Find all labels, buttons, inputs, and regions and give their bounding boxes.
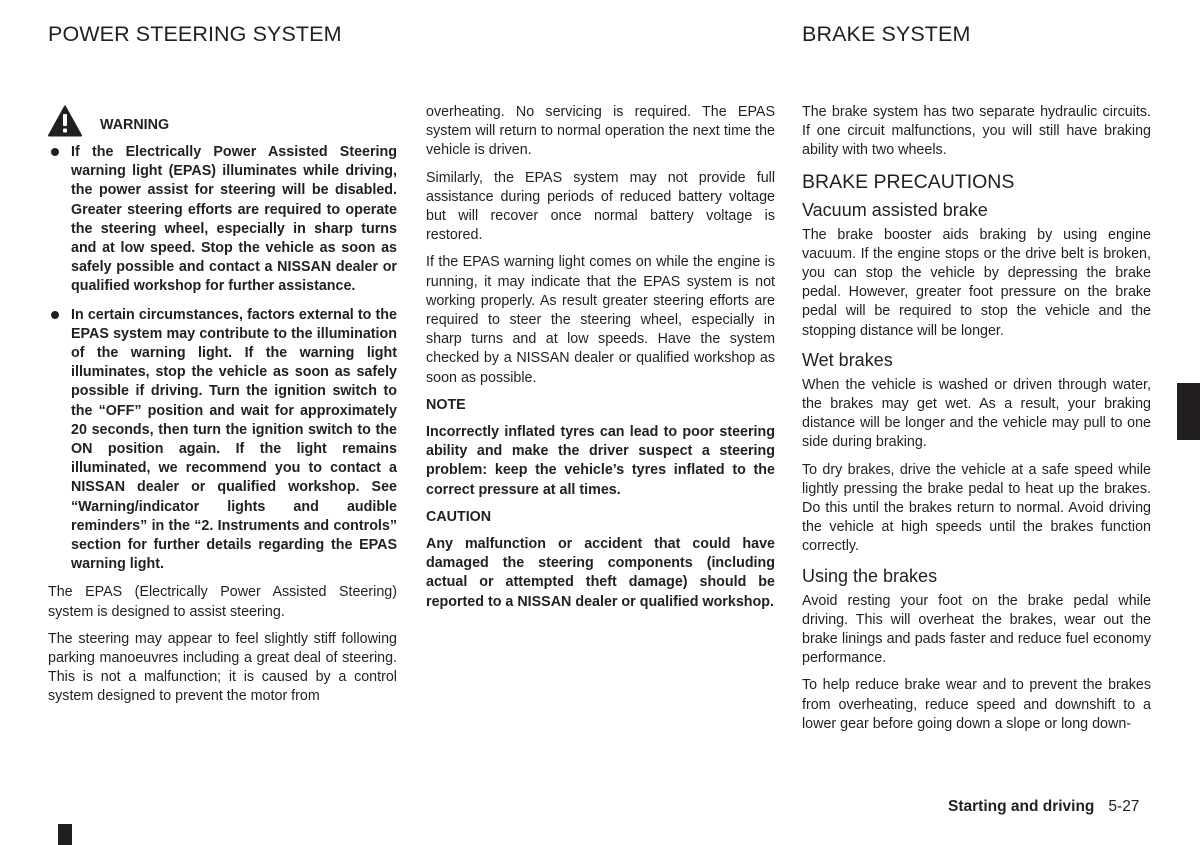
footer-section-title: Starting and driving: [948, 798, 1095, 815]
caution-label: CAUTION: [426, 508, 492, 525]
corner-crop-mark: [58, 824, 72, 845]
brake-precautions-heading: BRAKE PRECAUTIONS: [802, 170, 1015, 193]
warning-header: [48, 103, 397, 139]
chapter-thumb-tab: [1177, 383, 1200, 440]
brake-intro-paragraph: The brake system has two separate hydraulic circuits. If one circuit malfunctions, you will still have braking ability with two wheels.: [802, 104, 1151, 159]
column-middle: [426, 103, 775, 620]
note-text: Incorrectly inflated tyres can lead to poor steering ability and make the driver suspect a steering problem: keep the vehicle’s tyres inflated to the correct pressure at all times.: [426, 424, 775, 498]
warning-bullet: If the Electrically Power Assisted Steering warning light (EPAS) illuminates while driving, the power assist for steering will be disabled. Greater steering efforts are required to operate the steering wheel, especially in sharp turns and at low speed. Stop the vehicle as soon as safely possible and contact a NISSAN dealer or qualified workshop for further assistance.: [48, 143, 397, 297]
page-footer: [948, 798, 1139, 816]
wet-brakes-paragraph: When the vehicle is washed or driven through water, the brakes may get wet. As a result, your braking distance will be longer and the vehicle may pull to one side during braking.: [802, 376, 1151, 451]
epas-warning-light-paragraph: If the EPAS warning light comes on while the engine is running, it may indicate that the EPAS system is not working properly. As result greater steering efforts are required to steer the steering wheel, especially in sharp turns and at low speeds. Have the system checked by a NISSAN dealer or qualified workshop as soon as possible.: [426, 254, 775, 386]
page-heading-brake-system: BRAKE SYSTEM: [802, 22, 971, 46]
page-heading-power-steering: POWER STEERING SYSTEM: [48, 22, 342, 46]
epas-intro-paragraph: The EPAS (Electrically Power Assisted Steering) system is designed to assist steering.: [48, 584, 397, 620]
column-left: [48, 103, 397, 715]
page-number: 5-27: [1108, 798, 1140, 815]
note-label: NOTE: [426, 396, 466, 413]
vacuum-brake-heading: Vacuum assisted brake: [802, 199, 988, 220]
reduce-wear-paragraph: To help reduce brake wear and to prevent the brakes from overheating, reduce speed and downshift to a lower gear before going down a slope or long down-: [802, 677, 1151, 732]
steering-stiff-paragraph: The steering may appear to feel slightly stiff following parking manoeuvres including a great deal of steering. This is not a malfunction; it is caused by a control system designed to prevent the motor from: [48, 630, 397, 705]
vacuum-brake-paragraph: The brake booster aids braking by using engine vacuum. If the engine stops or the drive belt is broken, you can stop the vehicle by depressing the brake pedal. However, greater foot pressure on the brake pedal will be required to stop the vehicle and the stopping distance will be longer.: [802, 226, 1151, 339]
using-brakes-heading: Using the brakes: [802, 565, 938, 586]
caution-text: Any malfunction or accident that could have damaged the steering components (including actual or attempted theft damage) should be reported to a NISSAN dealer or qualified workshop.: [426, 536, 775, 610]
battery-voltage-paragraph: Similarly, the EPAS system may not provide full assistance during periods of reduced battery voltage but will recover once normal battery voltage is restored.: [426, 169, 775, 244]
resting-foot-paragraph: Avoid resting your foot on the brake pedal while driving. This will overheat the brakes, wear out the brake linings and pads faster and reduce fuel economy performance.: [802, 592, 1151, 667]
warning-triangle-icon: [48, 105, 82, 137]
warning-bullet: In certain circumstances, factors external to the EPAS system may contribute to the illumination of the warning light. If the warning light illuminates, stop the vehicle as soon as safely possible if driving. Turn the ignition switch to the “OFF” position and wait for approximately 20 seconds, then turn the ignition switch to the ON position again. If the light remains illuminated, we recommend you to contact a NISSAN dealer or qualified workshop. See “Warning/indicator lights and audible reminders” in the “2. Instruments and controls” section for further details regarding the EPAS warning light.: [48, 306, 397, 575]
column-right: [802, 103, 1151, 742]
overheating-paragraph: overheating. No servicing is required. The EPAS system will return to normal operation the next time the vehicle is driven.: [426, 104, 775, 159]
wet-brakes-heading: Wet brakes: [802, 349, 893, 370]
warning-list: [48, 143, 397, 574]
dry-brakes-paragraph: To dry brakes, drive the vehicle at a safe speed while lightly pressing the brake pedal to heat up the brakes. Do this until the brakes return to normal. Avoid driving the vehicle at high speeds until the brakes function correctly.: [802, 461, 1151, 555]
warning-title: WARNING: [100, 117, 170, 134]
